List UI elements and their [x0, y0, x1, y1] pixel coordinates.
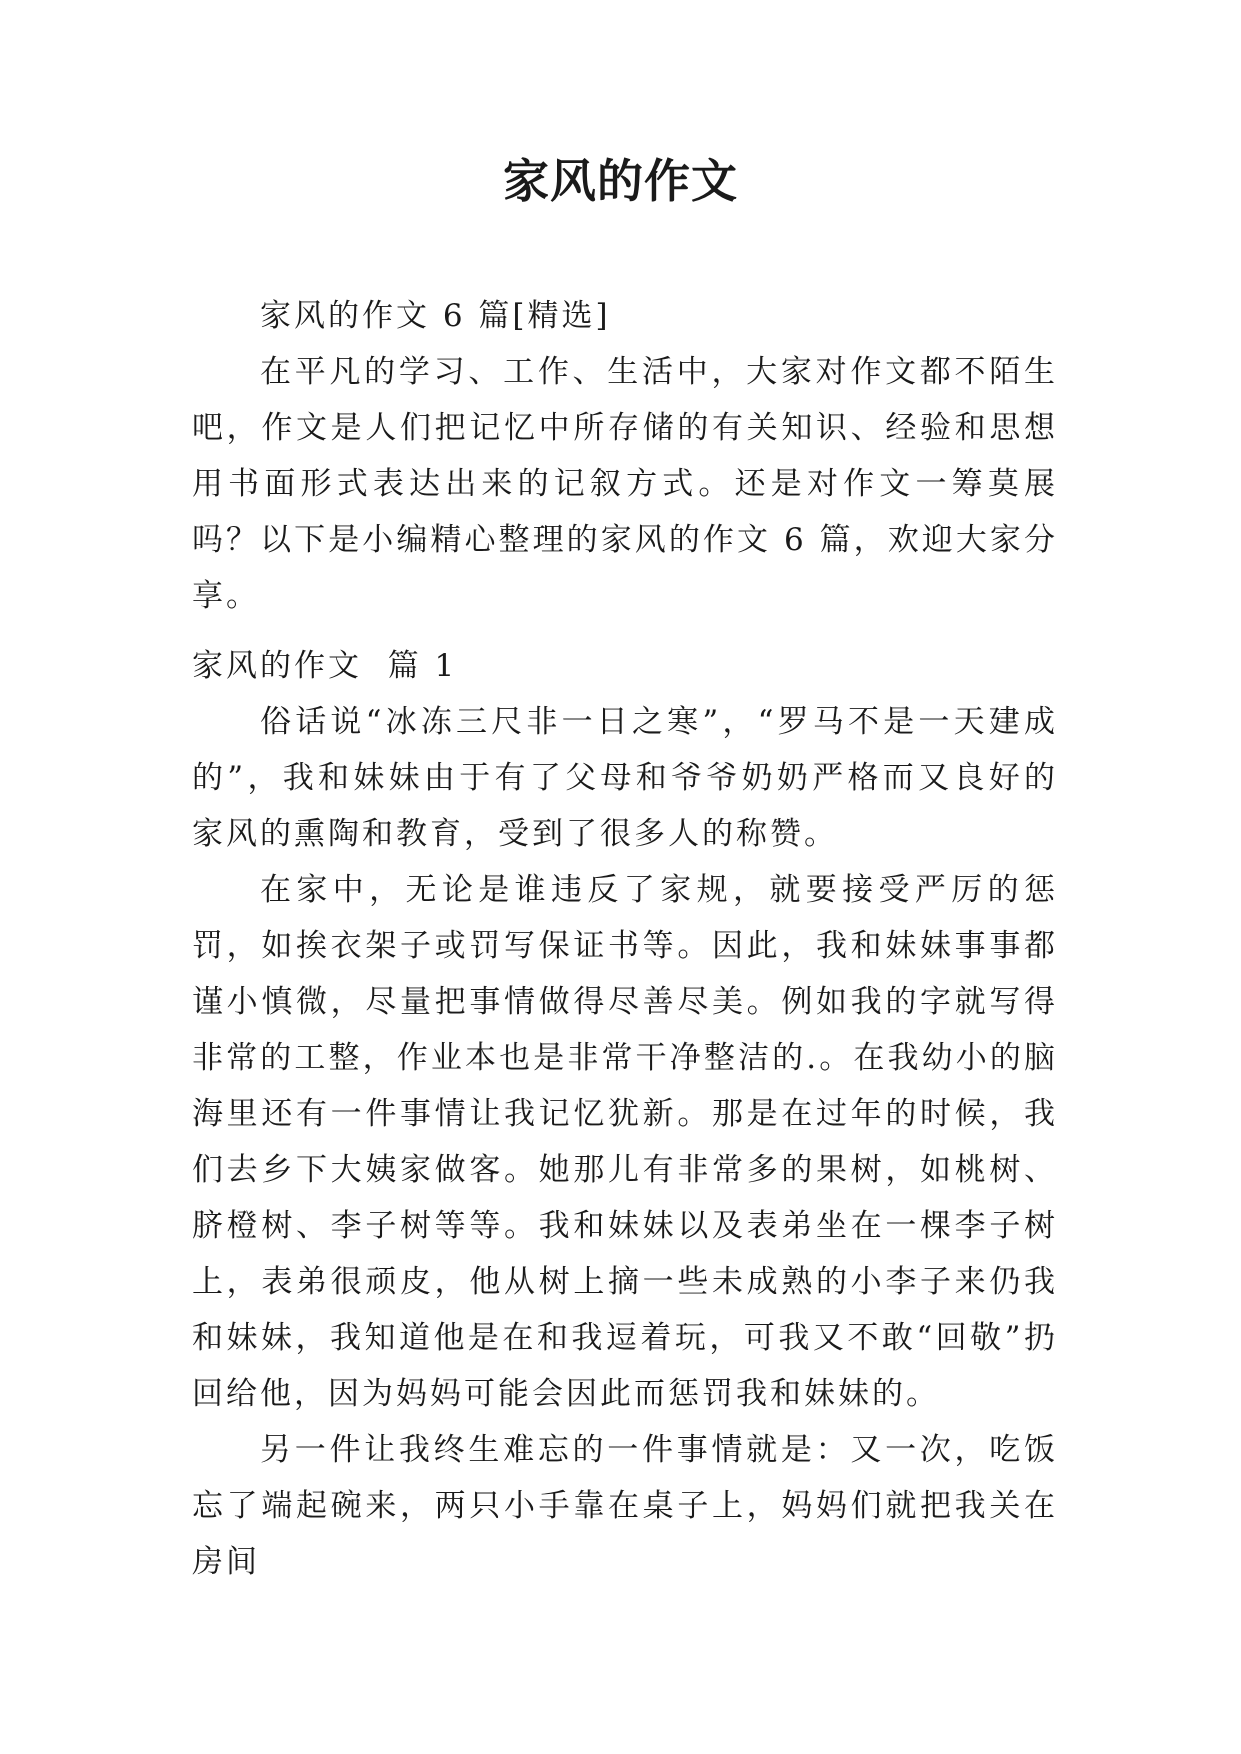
section-paragraph: 俗话说“冰冻三尺非一日之寒”，“罗马不是一天建成的”，我和妹妹由于有了父母和爷爷奶奶严格而又良好的家风的熏陶和教育，受到了很多人的称赞。: [192, 704, 1058, 852]
document-title: 家风的作文: [503, 154, 738, 208]
section-paragraph: 在家中，无论是谁违反了家规，就要接受严厉的惩罚，如挨衣架子或罚写保证书等。因此，我和妹妹事事都谨小慎微，尽量把事情做得尽善尽美。例如我的字就写得非常的工整，作业本也是非常干净整洁的.。在我幼小的脑海里还有一件事情让我记忆犹新。那是在过年的时候，我们去乡下大姨家做客。她那儿有非常多的果树，如桃树、脐橙树、李子树等等。我和妹妹以及表弟坐在一棵李子树上，表弟很顽皮，他从树上摘一些未成熟的小李子来仍我和妹妹，我知道他是在和我逗着玩，可我又不敢“回敬”扔回给他，因为妈妈可能会因此而惩罚我和妹妹的。: [192, 872, 1058, 1412]
intro-block: [192, 288, 1058, 624]
intro-paragraph: 在平凡的学习、工作、生活中，大家对作文都不陌生吧，作文是人们把记忆中所存储的有关知识、经验和思想用书面形式表达出来的记叙方式。还是对作文一筹莫展吗？以下是小编精心整理的家风的作文 6 篇，欢迎大家分享。: [192, 354, 1058, 614]
section-heading: 家风的作文 篇 1: [192, 648, 458, 684]
section-paragraph: 另一件让我终生难忘的一件事情就是：又一次，吃饭忘了端起碗来，两只小手靠在桌子上，妈妈们就把我关在房间: [192, 1432, 1058, 1580]
document-subtitle: 家风的作文 6 篇[精选]: [260, 298, 611, 334]
section-1: [192, 638, 1058, 1590]
